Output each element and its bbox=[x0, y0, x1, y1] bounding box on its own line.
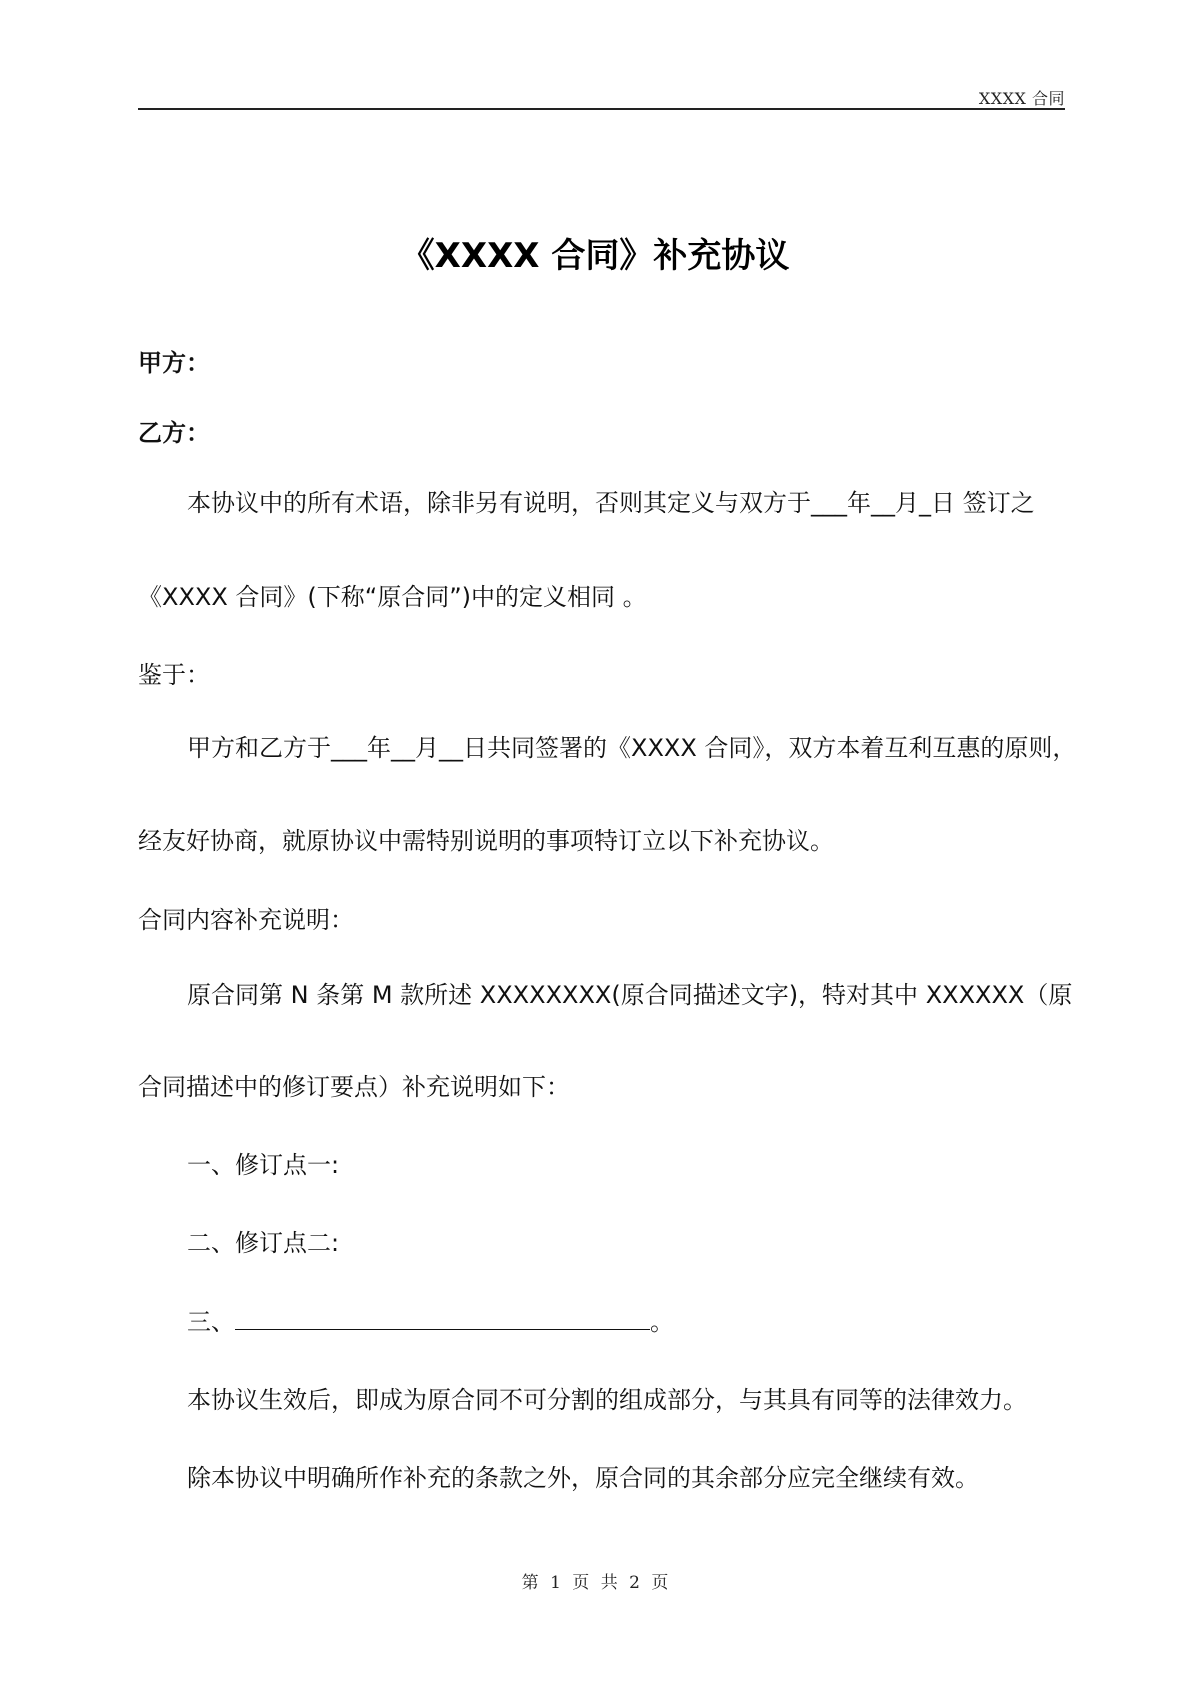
intro-paragraph-line-2: 《XXXX 合同》(下称“原合同”)中的定义相同 。 bbox=[138, 583, 647, 611]
effect-paragraph: 本协议生效后，即成为原合同不可分割的组成部分，与其具有同等的法律效力。 bbox=[187, 1386, 1027, 1414]
revision-item-2: 二、修订点二: bbox=[187, 1229, 340, 1257]
revision-item-3-prefix: 三、 bbox=[187, 1308, 235, 1336]
revision-item-1: 一、修订点一: bbox=[187, 1151, 340, 1179]
whereas-paragraph-line-2: 经友好协商，就原协议中需特别说明的事项特订立以下补充协议。 bbox=[138, 827, 834, 855]
intro-paragraph-line-1: 本协议中的所有术语，除非另有说明，否则其定义与双方于___年__月_日 签订之 bbox=[187, 489, 1035, 517]
revision-item-3 bbox=[187, 1307, 674, 1337]
document-title: 《XXXX 合同》补充协议 bbox=[400, 236, 790, 276]
party-b-label: 乙方： bbox=[138, 419, 210, 447]
whereas-paragraph-line-1: 甲方和乙方于___年__月__日共同签署的《XXXX 合同》，双方本着互利互惠的原则， bbox=[187, 734, 1077, 762]
supplement-paragraph-line-2: 合同描述中的修订要点）补充说明如下： bbox=[138, 1073, 570, 1101]
page-number-footer: 第 1 页 共 2 页 bbox=[521, 1573, 669, 1593]
remainder-paragraph: 除本协议中明确所作补充的条款之外，原合同的其余部分应完全继续有效。 bbox=[187, 1464, 979, 1492]
whereas-label: 鉴于： bbox=[138, 661, 210, 689]
page-header-text: XXXX 合同 bbox=[978, 89, 1065, 108]
supplement-paragraph-line-1: 原合同第 N 条第 M 款所述 XXXXXXXX(原合同描述文字)，特对其中 XXXXXX（原 bbox=[187, 981, 1073, 1009]
header-divider bbox=[138, 108, 1065, 110]
revision-item-3-blank-line bbox=[235, 1307, 650, 1330]
supplement-label: 合同内容补充说明： bbox=[138, 906, 354, 934]
party-a-label: 甲方： bbox=[138, 349, 210, 377]
revision-item-3-suffix: 。 bbox=[650, 1308, 674, 1336]
